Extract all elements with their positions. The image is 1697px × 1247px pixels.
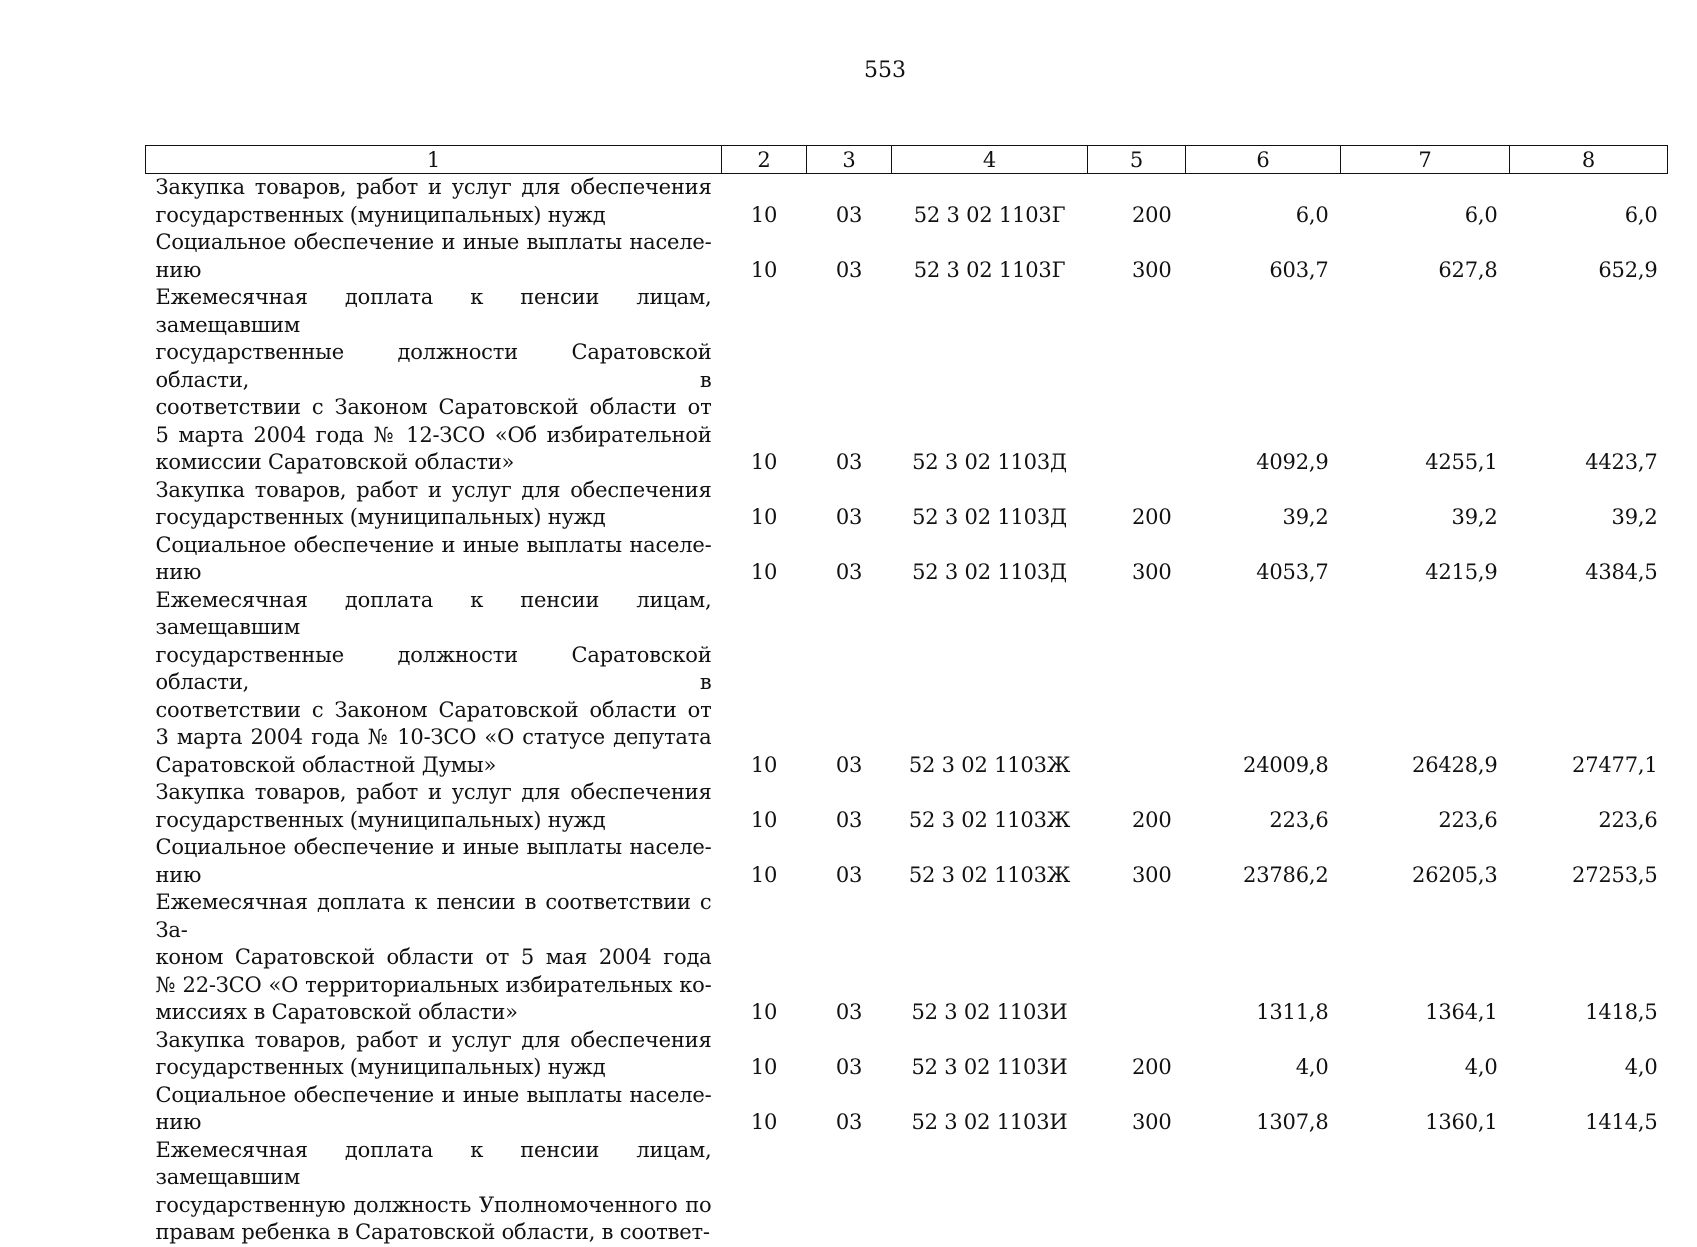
table-row — [146, 587, 1668, 780]
description-line: миссиях в Саратовской области» — [155, 1000, 518, 1024]
amount-col-8: 652,9 — [1598, 257, 1658, 282]
amount-col-7 — [1341, 1137, 1510, 1247]
subsection-code: 03 — [835, 1000, 863, 1024]
description-line: соответствии с Законом Саратовской области от — [155, 697, 712, 722]
target-article-code — [892, 1137, 1088, 1247]
page-number: 553 — [864, 58, 906, 83]
description-line: комиссии Саратовской области» — [155, 450, 515, 474]
expense-type-code: 300 — [1132, 862, 1172, 887]
amount-col-8 — [1510, 1137, 1668, 1247]
row-description — [146, 174, 722, 230]
description-line: Ежемесячная доплата к пенсии в соответствии с За- — [155, 890, 712, 942]
header-cell-2: 2 — [722, 146, 807, 174]
subsection-code: 03 — [835, 450, 863, 474]
expense-type-code: 200 — [1132, 202, 1172, 227]
target-article-code: 52 3 02 1103Ж — [908, 862, 1071, 887]
section-code: 10 — [750, 807, 778, 832]
target-article-code: 52 3 02 1103И — [911, 1055, 1068, 1079]
description-line: коном Саратовской области от 5 мая 2004 года — [155, 945, 712, 969]
amount-col-6: 4053,7 — [1256, 560, 1329, 584]
expense-type-code — [1088, 587, 1186, 780]
table-row — [146, 889, 1668, 1027]
expense-type-code: 300 — [1132, 560, 1172, 584]
description-line: Ежемесячная доплата к пенсии лицам, замещавшим — [155, 1137, 712, 1189]
amount-col-6: 1307,8 — [1256, 1110, 1329, 1134]
expense-type-code: 300 — [1132, 1110, 1172, 1134]
description-line: Закупка товаров, работ и услуг для обеспечения — [155, 175, 712, 199]
amount-col-7: 4215,9 — [1425, 560, 1498, 584]
amount-col-8: 1414,5 — [1585, 1110, 1658, 1134]
amount-col-6: 603,7 — [1269, 257, 1329, 282]
amount-col-6: 1311,8 — [1256, 1000, 1329, 1024]
description-line: правам ребенка в Саратовской области, в соответ- — [155, 1220, 710, 1244]
amount-col-8: 39,2 — [1611, 505, 1658, 529]
description-line: Социальное обеспечение и иные выплаты населе- — [155, 532, 712, 557]
amount-col-7: 4,0 — [1464, 1055, 1498, 1079]
amount-col-8: 4384,5 — [1585, 560, 1658, 584]
description-line: государственных (муниципальных) нужд — [155, 1055, 606, 1079]
target-article-code: 52 3 02 1103Ж — [908, 807, 1071, 832]
table-row — [146, 779, 1668, 834]
expense-type-code — [1088, 889, 1186, 1027]
subsection-code: 03 — [835, 807, 863, 832]
amount-col-7: 39,2 — [1451, 505, 1498, 529]
description-line: соответствии с Законом Саратовской области от — [155, 395, 712, 419]
description-line: Ежемесячная доплата к пенсии лицам, замещавшим — [155, 285, 712, 337]
header-cell-5: 5 — [1088, 146, 1186, 174]
target-article-code: 52 3 02 1103И — [911, 1110, 1068, 1134]
table-row — [146, 284, 1668, 477]
table-row — [146, 1137, 1668, 1247]
section-code: 10 — [750, 505, 778, 529]
description-line: государственных (муниципальных) нужд — [155, 807, 606, 832]
row-description — [146, 1027, 722, 1082]
header-cell-4: 4 — [892, 146, 1088, 174]
section-code: 10 — [750, 1055, 778, 1079]
header-cell-8: 8 — [1510, 146, 1668, 174]
amount-col-6: 4,0 — [1295, 1055, 1329, 1079]
amount-col-6: 223,6 — [1269, 807, 1329, 832]
description-line: нию — [155, 862, 202, 887]
description-line: 5 марта 2004 года № 12-ЗСО «Об избирательной — [155, 422, 712, 447]
amount-col-7: 627,8 — [1438, 257, 1498, 282]
description-line: Закупка товаров, работ и услуг для обеспечения — [155, 780, 712, 804]
description-line: Ежемесячная доплата к пенсии лицам, замещавшим — [155, 587, 712, 639]
amount-col-7: 26428,9 — [1412, 752, 1498, 777]
amount-col-7: 223,6 — [1438, 807, 1498, 832]
amount-col-6: 24009,8 — [1243, 752, 1329, 777]
row-description — [146, 477, 722, 532]
expense-type-code — [1088, 1137, 1186, 1247]
row-description — [146, 1082, 722, 1137]
header-cell-1: 1 — [146, 146, 722, 174]
amount-col-8: 27477,1 — [1572, 752, 1658, 777]
section-code: 10 — [750, 1110, 778, 1134]
header-cell-3: 3 — [807, 146, 892, 174]
description-line: нию — [155, 257, 202, 282]
expense-type-code: 200 — [1132, 1055, 1172, 1079]
target-article-code: 52 3 02 1103Г — [913, 257, 1066, 282]
target-article-code: 52 3 02 1103Д — [912, 450, 1067, 474]
description-line: Социальное обеспечение и иные выплаты населе- — [155, 835, 712, 859]
description-line: государственные должности Саратовской области, в — [155, 642, 712, 694]
expense-type-code: 200 — [1132, 807, 1172, 832]
section-code: 10 — [750, 752, 778, 777]
description-line: нию — [155, 560, 202, 584]
amount-col-7: 6,0 — [1464, 202, 1498, 227]
description-line: Закупка товаров, работ и услуг для обеспечения — [155, 477, 712, 502]
amount-col-7: 26205,3 — [1412, 862, 1498, 887]
section-code: 10 — [750, 862, 778, 887]
header-cell-7: 7 — [1341, 146, 1510, 174]
amount-col-8: 4,0 — [1624, 1055, 1658, 1079]
description-line: Саратовской областной Думы» — [155, 752, 497, 777]
amount-col-6: 23786,2 — [1243, 862, 1329, 887]
subsection-code: 03 — [835, 560, 863, 584]
amount-col-7: 1360,1 — [1425, 1110, 1498, 1134]
subsection-code: 03 — [835, 505, 863, 529]
table-row — [146, 1082, 1668, 1137]
description-line: государственную должность Уполномоченного по — [155, 1192, 712, 1217]
description-line: 3 марта 2004 года № 10-ЗСО «О статусе депутата — [155, 725, 712, 749]
amount-col-8: 27253,5 — [1572, 862, 1658, 887]
subsection-code: 03 — [835, 752, 863, 777]
amount-col-7: 1364,1 — [1425, 1000, 1498, 1024]
description-line: № 22-ЗСО «О территориальных избирательных ко- — [155, 972, 712, 997]
table-row — [146, 1027, 1668, 1082]
amount-col-6: 6,0 — [1295, 202, 1329, 227]
description-line: государственные должности Саратовской области, в — [155, 340, 712, 392]
amount-col-8: 6,0 — [1624, 202, 1658, 227]
subsection-code: 03 — [835, 202, 863, 227]
description-line: государственных (муниципальных) нужд — [155, 505, 606, 529]
subsection-code — [807, 1137, 892, 1247]
section-code: 10 — [750, 1000, 778, 1024]
subsection-code: 03 — [835, 1055, 863, 1079]
table-row — [146, 532, 1668, 587]
amount-col-6: 4092,9 — [1256, 450, 1329, 474]
row-description — [146, 532, 722, 587]
section-code: 10 — [750, 560, 778, 584]
description-line: нию — [155, 1110, 202, 1134]
subsection-code: 03 — [835, 862, 863, 887]
row-description — [146, 284, 722, 477]
section-code: 10 — [750, 450, 778, 474]
header-row — [146, 146, 1668, 174]
row-description — [146, 834, 722, 889]
target-article-code: 52 3 02 1103Д — [912, 560, 1067, 584]
section-code: 10 — [750, 257, 778, 282]
amount-col-8: 4423,7 — [1585, 450, 1658, 474]
description-line: Социальное обеспечение и иные выплаты населе- — [155, 230, 712, 254]
amount-col-8: 223,6 — [1598, 807, 1658, 832]
target-article-code: 52 3 02 1103Ж — [908, 752, 1071, 777]
subsection-code: 03 — [835, 257, 863, 282]
description-line: Закупка товаров, работ и услуг для обеспечения — [155, 1027, 712, 1052]
row-description — [146, 1137, 722, 1247]
table-body — [146, 174, 1668, 1247]
amount-col-7: 4255,1 — [1425, 450, 1498, 474]
table-row — [146, 477, 1668, 532]
target-article-code: 52 3 02 1103И — [911, 1000, 1068, 1024]
amount-col-8: 1418,5 — [1585, 1000, 1658, 1024]
expense-type-code — [1088, 284, 1186, 477]
section-code: 10 — [750, 202, 778, 227]
expense-type-code: 300 — [1132, 257, 1172, 282]
table-header — [146, 146, 1668, 174]
target-article-code: 52 3 02 1103Г — [913, 202, 1066, 227]
table-row — [146, 229, 1668, 284]
description-line: государственных (муниципальных) нужд — [155, 202, 606, 227]
row-description — [146, 229, 722, 284]
row-description — [146, 587, 722, 780]
section-code — [722, 1137, 807, 1247]
table-row — [146, 174, 1668, 230]
row-description — [146, 889, 722, 1027]
header-cell-6: 6 — [1186, 146, 1341, 174]
description-line: Социальное обеспечение и иные выплаты населе- — [155, 1082, 712, 1107]
target-article-code: 52 3 02 1103Д — [912, 505, 1067, 529]
row-description — [146, 779, 722, 834]
expense-type-code: 200 — [1132, 505, 1172, 529]
table-row — [146, 834, 1668, 889]
subsection-code: 03 — [835, 1110, 863, 1134]
budget-table — [145, 145, 1668, 1247]
amount-col-6: 39,2 — [1282, 505, 1329, 529]
amount-col-6 — [1186, 1137, 1341, 1247]
